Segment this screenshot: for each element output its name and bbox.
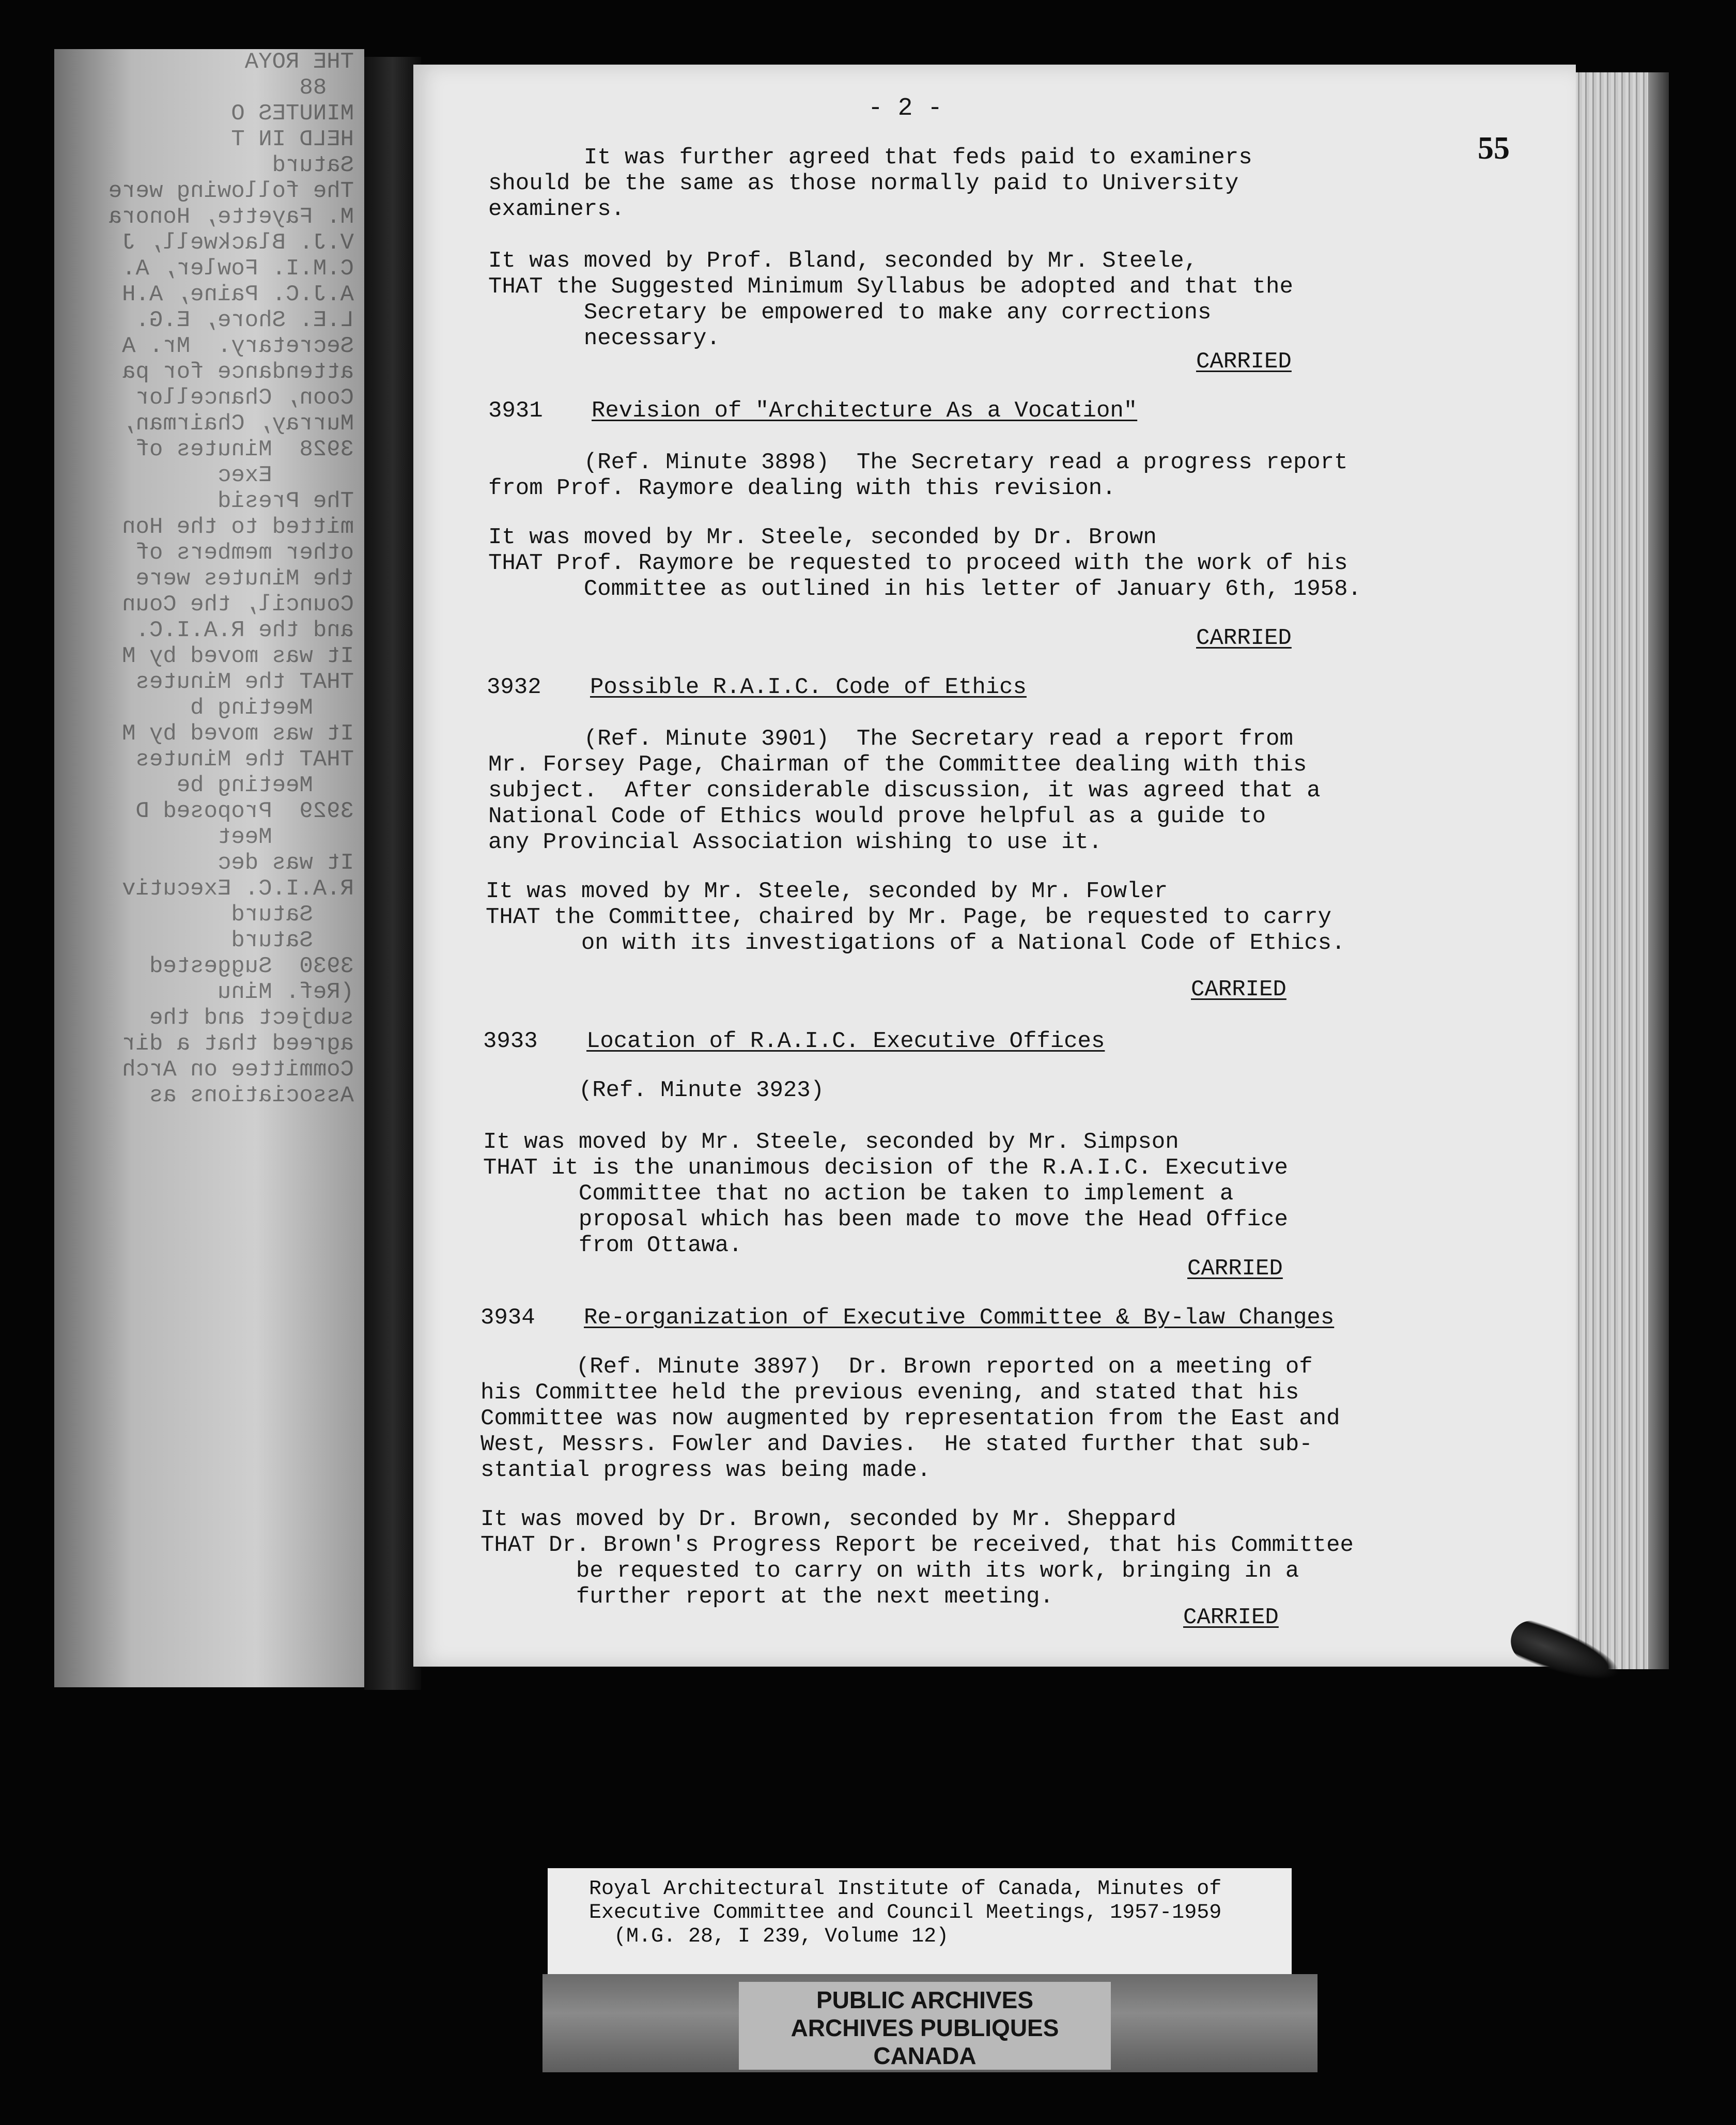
mirrored-line: THE ROYA bbox=[244, 49, 354, 75]
paragraph-examiner-fees bbox=[488, 145, 1252, 222]
mirrored-line: 3930 Suggested bbox=[149, 953, 354, 979]
item-number-3934: 3934 bbox=[481, 1305, 535, 1331]
text-line: It was moved by Mr. Steele, seconded by Dr. Brown bbox=[488, 525, 1157, 550]
mirrored-line: Murray, Chairman, bbox=[122, 411, 354, 437]
page-number: 55 bbox=[1478, 131, 1510, 166]
item-number-3931: 3931 bbox=[488, 398, 543, 424]
text-line: (Ref. Minute 3923) bbox=[483, 1077, 825, 1103]
item-title-3932: Possible R.A.I.C. Code of Ethics bbox=[590, 674, 1027, 700]
text-line: Committee was now augmented by representation from the East and bbox=[481, 1406, 1340, 1431]
text-line: on with its investigations of a National Code of Ethics. bbox=[486, 930, 1345, 956]
mirrored-line: the Minutes were bbox=[135, 566, 354, 592]
text-line: Secretary be empowered to make any corrections bbox=[488, 300, 1212, 326]
text-line: It was moved by Dr. Brown, seconded by Mr. Sheppard bbox=[481, 1506, 1176, 1532]
paragraph-3934 bbox=[481, 1354, 1340, 1483]
text-line: THAT Prof. Raymore be requested to proceed with the work of his bbox=[488, 550, 1348, 576]
text-line: examiners. bbox=[488, 196, 625, 222]
mirrored-line: It was dec bbox=[217, 850, 354, 876]
text-line: his Committee held the previous evening, and stated that his bbox=[481, 1380, 1299, 1406]
stamp-line: CANADA bbox=[873, 2042, 977, 2069]
text-line: West, Messrs. Fowler and Davies. He stated further that sub- bbox=[481, 1431, 1313, 1457]
text-line: from Prof. Raymore dealing with this revision. bbox=[488, 475, 1116, 501]
mirrored-line: Saturd bbox=[231, 928, 354, 953]
mirrored-line: Meet bbox=[217, 824, 354, 850]
text-line: be requested to carry on with its work, bringing in a bbox=[481, 1558, 1299, 1584]
paragraph-3933 bbox=[483, 1077, 824, 1103]
text-line: any Provincial Association wishing to use it. bbox=[488, 829, 1103, 855]
motion-syllabus bbox=[488, 248, 1293, 351]
mirrored-line: Saturd bbox=[231, 902, 354, 928]
archive-caption bbox=[548, 1868, 1292, 1977]
mirrored-line: Council, the Coun bbox=[122, 592, 354, 618]
text-line: It was moved by Mr. Steele, seconded by Mr. Fowler bbox=[486, 879, 1168, 904]
carried-label: CARRIED bbox=[1196, 349, 1292, 375]
item-title-3934: Re-organization of Executive Committee & By-law Changes bbox=[584, 1305, 1335, 1331]
paragraph-3931 bbox=[488, 450, 1347, 501]
mirrored-line: Saturd bbox=[272, 152, 354, 178]
motion-3933 bbox=[483, 1129, 1288, 1258]
item-number-3932: 3932 bbox=[487, 674, 541, 700]
mirrored-line: Committee on Arch bbox=[122, 1057, 354, 1083]
text-line: It was moved by Prof. Bland, seconded by Mr. Steele, bbox=[488, 248, 1198, 274]
carried-label: CARRIED bbox=[1183, 1605, 1279, 1630]
stamp-line: ARCHIVES PUBLIQUES bbox=[791, 2014, 1059, 2041]
caption-line: Royal Architectural Institute of Canada, Minutes of bbox=[589, 1877, 1222, 1901]
text-line: Committee that no action be taken to implement a bbox=[483, 1181, 1234, 1207]
text-line: THAT the Suggested Minimum Syllabus be adopted and that the bbox=[488, 274, 1293, 300]
mirrored-line: 3928 Minutes of bbox=[135, 437, 354, 463]
mirrored-line: Meeting be bbox=[176, 773, 354, 798]
book-gutter bbox=[364, 57, 421, 1690]
left-facing-page bbox=[54, 49, 364, 1687]
mirrored-line: (Ref. Minu bbox=[217, 979, 354, 1005]
text-line: proposal which has been made to move the Head Office bbox=[483, 1207, 1288, 1233]
mirrored-line: 88 bbox=[299, 75, 354, 101]
text-line: (Ref. Minute 3898) The Secretary read a progress report bbox=[488, 450, 1348, 475]
motion-3932 bbox=[486, 879, 1345, 956]
mirrored-line: A.J.C. Paine, A.H bbox=[122, 282, 354, 307]
mirrored-line: mitted to the Hon bbox=[122, 514, 354, 540]
mirrored-line: and the R.A.I.C. bbox=[135, 618, 354, 643]
mirrored-line: attendance for pa bbox=[122, 359, 354, 385]
text-line: (Ref. Minute 3897) Dr. Brown reported on a meeting of bbox=[481, 1354, 1313, 1380]
item-title-3933: Location of R.A.I.C. Executive Offices bbox=[586, 1028, 1105, 1054]
stamp-line: PUBLIC ARCHIVES bbox=[816, 1987, 1033, 2013]
text-line: from Ottawa. bbox=[483, 1233, 742, 1258]
mirrored-line: HELD IN T bbox=[231, 127, 354, 152]
text-line: Committee as outlined in his letter of January 6th, 1958. bbox=[488, 576, 1361, 602]
mirrored-line: other members of bbox=[135, 540, 354, 566]
mirrored-line: Associations as bbox=[149, 1083, 354, 1108]
mirrored-line: THAT the Minutes bbox=[135, 747, 354, 773]
item-number-3933: 3933 bbox=[483, 1028, 538, 1054]
text-line: Mr. Forsey Page, Chairman of the Committee dealing with this bbox=[488, 752, 1307, 778]
mirrored-line: Coon, Chancellor bbox=[135, 385, 354, 411]
text-line: It was moved by Mr. Steele, seconded by Mr. Simpson bbox=[483, 1129, 1179, 1155]
paragraph-3932 bbox=[488, 726, 1321, 855]
text-line: (Ref. Minute 3901) The Secretary read a report from bbox=[488, 726, 1293, 752]
page-edges bbox=[1560, 72, 1669, 1669]
text-line: stantial progress was being made. bbox=[481, 1457, 931, 1483]
text-line: should be the same as those normally paid to University bbox=[488, 171, 1239, 196]
mirrored-line: MINUTES O bbox=[231, 101, 354, 127]
public-archives-stamp bbox=[739, 1982, 1111, 2070]
mirrored-line: Meeting b bbox=[190, 695, 354, 721]
carried-label: CARRIED bbox=[1187, 1256, 1283, 1282]
mirrored-line: Exec bbox=[217, 463, 354, 488]
mirrored-line: M. Fayette, Honora bbox=[108, 204, 354, 230]
caption-line: (M.G. 28, I 239, Volume 12) bbox=[589, 1925, 949, 1948]
mirrored-line: agreed that a dir bbox=[122, 1031, 354, 1057]
mirrored-line: L.E. Shore, E.G. bbox=[135, 307, 354, 333]
carried-label: CARRIED bbox=[1191, 977, 1287, 1003]
mirrored-line: R.A.I.C. Executiv bbox=[122, 876, 354, 902]
mirrored-line: The following were bbox=[108, 178, 354, 204]
motion-3934 bbox=[481, 1506, 1354, 1610]
text-line: subject. After considerable discussion, it was agreed that a bbox=[488, 778, 1321, 804]
text-line: THAT Dr. Brown's Progress Report be received, that his Committee bbox=[481, 1532, 1354, 1558]
mirrored-line: Secretary. Mr. A bbox=[122, 333, 354, 359]
mirrored-line: C.M.I. Fowler, A. bbox=[122, 256, 354, 282]
text-line: further report at the next meeting. bbox=[481, 1584, 1053, 1610]
item-title-3931: Revision of "Architecture As a Vocation" bbox=[592, 398, 1138, 424]
text-line: necessary. bbox=[488, 326, 720, 351]
mirrored-line: It was moved by M bbox=[122, 643, 354, 669]
motion-3931 bbox=[488, 525, 1361, 602]
page-header: - 2 - bbox=[868, 95, 943, 122]
mirrored-line: 3929 Proposed D bbox=[135, 798, 354, 824]
carried-label: CARRIED bbox=[1196, 625, 1292, 651]
mirrored-line: THAT the Minutes bbox=[135, 669, 354, 695]
mirrored-line: V.J. Blackwell, J bbox=[122, 230, 354, 256]
text-line: THAT it is the unanimous decision of the R.A.I.C. Executive bbox=[483, 1155, 1288, 1181]
mirrored-line: It was moved by M bbox=[122, 721, 354, 747]
mirrored-line: The Presid bbox=[217, 488, 354, 514]
text-line: It was further agreed that feds paid to examiners bbox=[488, 145, 1252, 171]
mirrored-line: subject and the bbox=[149, 1005, 354, 1031]
text-line: THAT the Committee, chaired by Mr. Page, be requested to carry bbox=[486, 904, 1332, 930]
text-line: National Code of Ethics would prove helpful as a guide to bbox=[488, 804, 1266, 829]
left-page-mirrored-text bbox=[54, 49, 364, 1687]
caption-line: Executive Committee and Council Meetings, 1957-1959 bbox=[589, 1901, 1222, 1924]
